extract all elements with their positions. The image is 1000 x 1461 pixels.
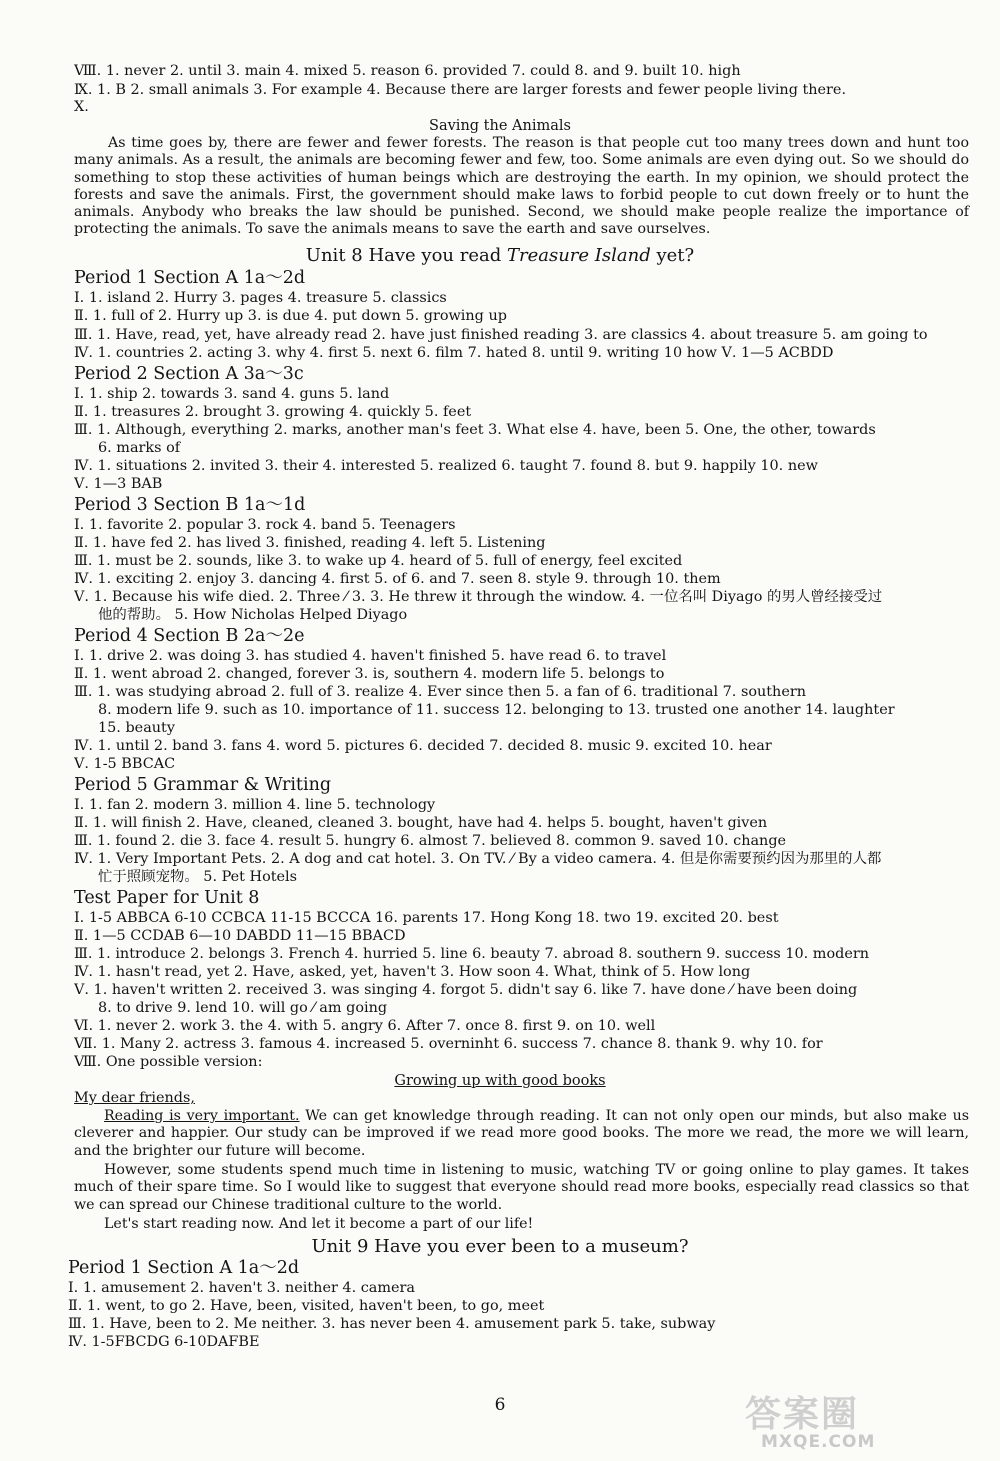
watermark-url: MXQE.COM xyxy=(761,1432,876,1452)
answer-line: Ⅱ. 1. full of 2. Hurry up 3. is due 4. put down 5. growing up xyxy=(74,308,507,324)
essay-paragraph: Let's start reading now. And let it become a part of our life! xyxy=(104,1216,534,1232)
answer-line: Ⅳ. 1. situations 2. invited 3. their 4. interested 5. realized 6. taught 7. found 8. but 9. happily 10. new xyxy=(74,458,818,474)
answer-line: Ⅳ. 1. until 2. band 3. fans 4. word 5. pictures 6. decided 7. decided 8. music 9. excited 10. hear xyxy=(74,738,772,754)
answer-line: Ⅳ. 1. Very Important Pets. 2. A dog and cat hotel. 3. On TV. ⁄ By a video camera. 4. 但是你需要预约因为那里的人都 xyxy=(74,851,882,867)
unit-heading: Unit 8 Have you read Treasure Island yet? xyxy=(305,245,695,266)
period-heading: Period 3 Section B 1a～1d xyxy=(74,495,306,515)
answer-line: Ⅶ. 1. Many 2. actress 3. famous 4. increased 5. overninht 6. success 7. chance 8. thank 9. why 10. for xyxy=(74,1036,823,1052)
unit-heading: Unit 9 Have you ever been to a museum? xyxy=(311,1236,689,1257)
answer-line: 他的帮助。 5. How Nicholas Helped Diyago xyxy=(98,607,408,623)
answer-line: Ⅳ. 1. hasn't read, yet 2. Have, asked, yet, haven't 3. How soon 4. What, think of 5. How long xyxy=(74,964,751,980)
period-heading: Period 4 Section B 2a～2e xyxy=(74,626,305,646)
period-heading: Period 1 Section A 1a～2d xyxy=(68,1258,300,1278)
answer-line: Ⅱ. 1. went abroad 2. changed, forever 3. is, southern 4. modern life 5. belongs to xyxy=(74,666,665,682)
answer-line: Ⅱ. 1. will finish 2. Have, cleaned, cleaned 3. bought, have had 4. helps 5. bought, haven't given xyxy=(74,815,768,831)
answer-line: Ⅲ. 1. must be 2. sounds, like 3. to wake up 4. heard of 5. full of energy, feel excited xyxy=(74,553,683,569)
essay-paragraph: As time goes by, there are fewer and fewer forests. The reason is that people cut too many trees down and hunt too many animals. As a result, the animals are becoming fewer and few, too. Some animals are even dying out. So we should do something to stop these activities of human beings which are destroying the earth. In my opinion, we should protect the forests and save the animals. First, the government should make laws to forbid people to cut down freely or to hunt the animals. Anybody who breaks the law should be punished. Second, we should make people realize the importance of protecting the animals. To save the animals means to save the earth and save ourselves. xyxy=(74,135,969,238)
watermark-logo xyxy=(735,1386,975,1456)
answer-line: Ⅰ. 1. drive 2. was doing 3. has studied 4. haven't finished 5. have read 6. to travel xyxy=(74,648,667,664)
essay-title: Growing up with good books xyxy=(394,1073,606,1089)
answer-line: Ⅴ. 1-5 BBCAC xyxy=(74,756,176,772)
watermark-logo-text: 答案圈 xyxy=(745,1394,860,1435)
answer-line: 15. beauty xyxy=(98,720,175,736)
answer-line: 6. marks of xyxy=(98,440,181,456)
answer-line: Ⅸ. 1. B 2. small animals 3. For example 4. Because there are larger forests and fewer people living there. xyxy=(74,82,847,98)
essay-paragraph: Reading is very important. We can get knowledge through reading. It can not only open our minds, but also make us cleverer and happier. Our study can be improved if we read more good books. The more we read, the more we will learn, and the brighter our future will become. xyxy=(74,1108,969,1159)
answer-line: Ⅴ. 1—3 BAB xyxy=(74,476,163,492)
answer-line: Ⅱ. 1. went, to go 2. Have, been, visited, haven't been, to go, meet xyxy=(68,1298,545,1314)
answer-line: Ⅱ. 1. treasures 2. brought 3. growing 4. quickly 5. feet xyxy=(74,404,472,420)
answer-line: Ⅲ. 1. found 2. die 3. face 4. result 5. hungry 6. almost 7. believed 8. common 9. saved 10. change xyxy=(74,833,787,849)
answer-line: Ⅰ. 1. favorite 2. popular 3. rock 4. band 5. Teenagers xyxy=(74,517,456,533)
page-number: 6 xyxy=(494,1395,506,1415)
essay-title: Saving the Animals xyxy=(429,118,571,134)
answer-line: Ⅲ. 1. Have, read, yet, have already read 2. have just finished reading 3. are classics 4. about treasure 5. am going to xyxy=(74,327,928,343)
answer-line: Ⅱ. 1—5 CCDAB 6—10 DABDD 11—15 BBACD xyxy=(74,928,406,944)
period-heading: Period 2 Section A 3a～3c xyxy=(74,364,304,384)
answer-line: Ⅰ. 1. island 2. Hurry 3. pages 4. treasure 5. classics xyxy=(74,290,447,306)
answer-line: Ⅲ. 1. introduce 2. belongs 3. French 4. hurried 5. line 6. beauty 7. abroad 8. southern 9. success 10. modern xyxy=(74,946,869,962)
answer-line: Ⅷ. 1. never 2. until 3. main 4. mixed 5. reason 6. provided 7. could 8. and 9. built 10. high xyxy=(74,63,741,79)
period-heading: Period 1 Section A 1a～2d xyxy=(74,268,306,288)
answer-line: Ⅲ. 1. was studying abroad 2. full of 3. realize 4. Ever since then 5. a fan of 6. traditional 7. southern xyxy=(74,684,806,700)
answer-line: 8. to drive 9. lend 10. will go ⁄ am going xyxy=(98,1000,388,1016)
answer-line: Ⅰ. 1. amusement 2. haven't 3. neither 4. camera xyxy=(68,1280,415,1296)
answer-line: Ⅳ. 1-5FBCDG 6-10DAFBE xyxy=(68,1334,260,1350)
answer-line: Ⅳ. 1. countries 2. acting 3. why 4. first 5. next 6. film 7. hated 8. until 9. writing 10 how Ⅴ. 1—5 ACBDD xyxy=(74,345,834,361)
answer-line: Ⅹ. xyxy=(74,99,89,115)
essay-greeting: My dear friends, xyxy=(74,1090,195,1106)
answer-line: Ⅲ. 1. Although, everything 2. marks, another man's feet 3. What else 4. have, been 5. One, the other, towards xyxy=(74,422,876,438)
answer-line: 忙于照顾宠物。 5. Pet Hotels xyxy=(98,869,298,885)
answer-line: Ⅷ. One possible version: xyxy=(74,1054,263,1070)
answer-line: Ⅴ. 1. haven't written 2. received 3. was singing 4. forgot 5. didn't say 6. like 7. have done ⁄ have been doing xyxy=(74,982,858,998)
test-paper-heading: Test Paper for Unit 8 xyxy=(74,888,260,908)
answer-line: Ⅵ. 1. never 2. work 3. the 4. with 5. angry 6. After 7. once 8. first 9. on 10. well xyxy=(74,1018,656,1034)
answer-line: Ⅳ. 1. exciting 2. enjoy 3. dancing 4. first 5. of 6. and 7. seen 8. style 9. through 10. them xyxy=(74,571,721,587)
answer-line: 8. modern life 9. such as 10. importance of 11. success 12. belonging to 13. trusted one another 14. laughter xyxy=(98,702,895,718)
answer-line: Ⅲ. 1. Have, been to 2. Me neither. 3. has never been 4. amusement park 5. take, subway xyxy=(68,1316,716,1332)
answer-line: Ⅰ. 1. fan 2. modern 3. million 4. line 5. technology xyxy=(74,797,436,813)
answer-line: Ⅱ. 1. have fed 2. has lived 3. finished, reading 4. left 5. Listening xyxy=(74,535,546,551)
answer-line: Ⅴ. 1. Because his wife died. 2. Three ⁄ 3. 3. He threw it through the window. 4. 一位名叫 Diyago 的男人曾经接受过 xyxy=(74,589,883,605)
period-heading: Period 5 Grammar & Writing xyxy=(74,775,332,795)
answer-line: Ⅰ. 1. ship 2. towards 3. sand 4. guns 5. land xyxy=(74,386,390,402)
answer-line: Ⅰ. 1-5 ABBCA 6-10 CCBCA 11-15 BCCCA 16. parents 17. Hong Kong 18. two 19. excited 20. best xyxy=(74,910,779,926)
essay-paragraph: However, some students spend much time in listening to music, watching TV or going online to play games. It takes much of their spare time. So I would like to suggest that everyone should read more books, especially read classics so that we can spread our Chinese traditional culture to the world. xyxy=(74,1162,969,1213)
